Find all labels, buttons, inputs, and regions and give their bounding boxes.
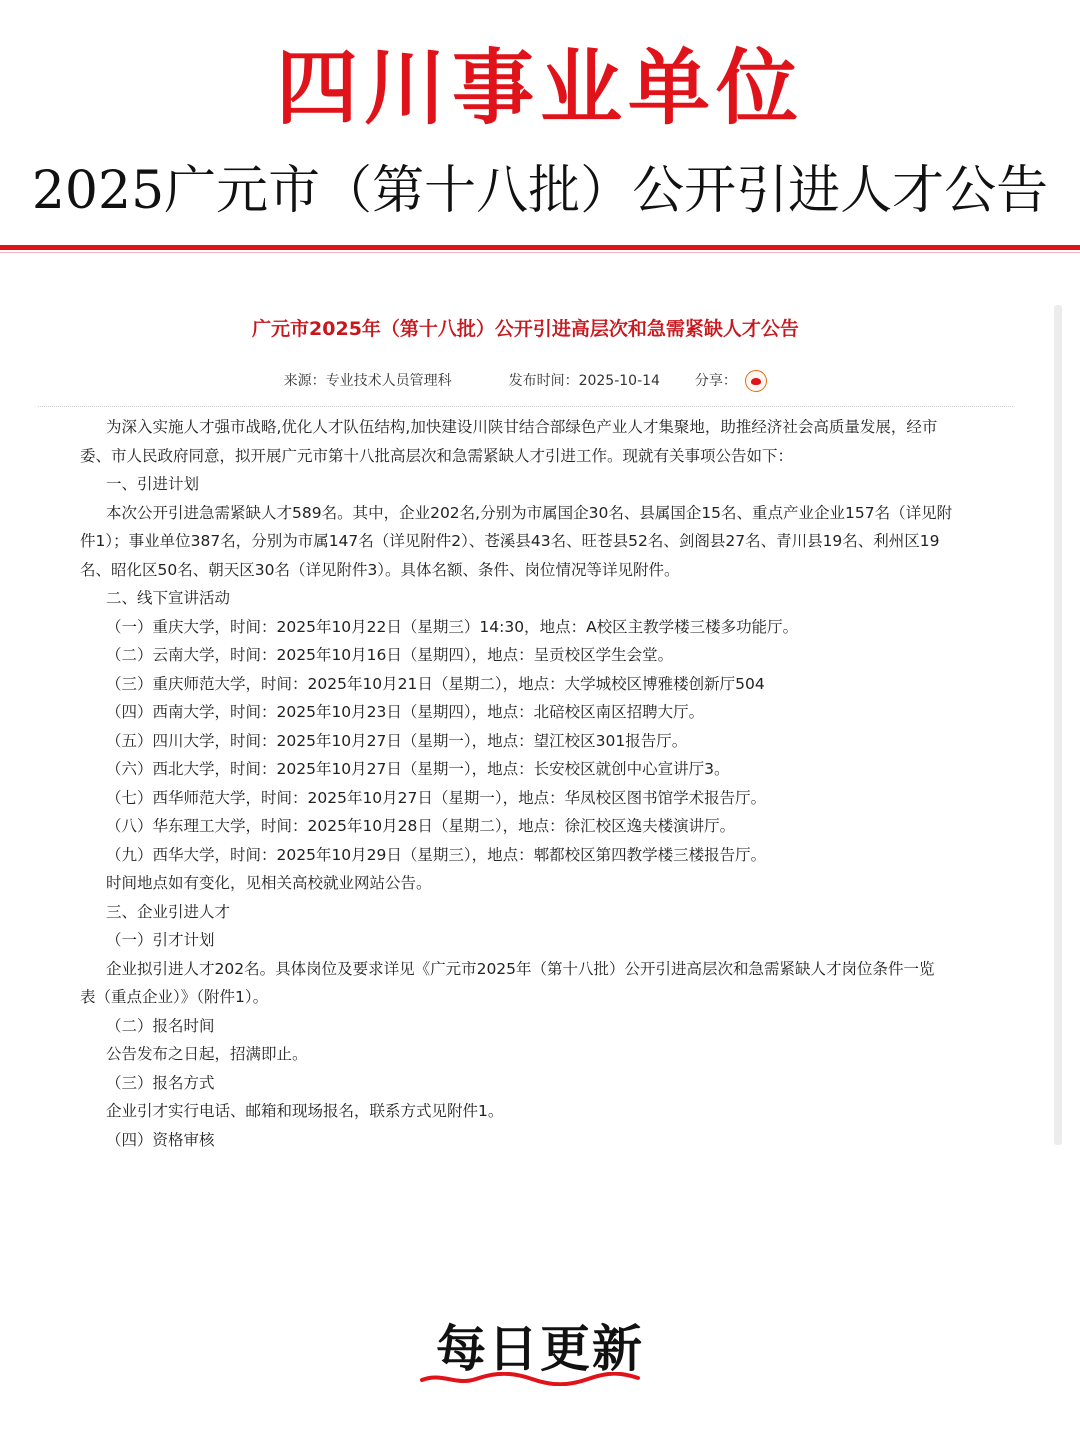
section-heading: 二、线下宣讲活动 <box>106 589 231 607</box>
event-item: （四）西南大学，时间：2025年10月23日（星期四），地点：北碚校区南区招聘大厅。 <box>106 703 705 721</box>
banner-subtitle: 2025广元市（第十八批）公开引进人才公告 <box>31 161 1049 221</box>
subsection-heading: （二）报名时间 <box>106 1016 215 1035</box>
event-item: （二）云南大学，时间：2025年10月16日（星期四），地点：呈贡校区学生会堂。 <box>106 646 674 664</box>
intro-paragraph-line: 为深入实施人才强市战略,优化人才队伍结构,加快建设川陕甘结合部绿色产业人才集聚地，助推经济社会高质量发展，经市 <box>106 418 938 436</box>
announcement-document <box>38 300 1013 1154</box>
event-item: （七）西华师范大学，时间：2025年10月27日（星期一），地点：华凤校区图书馆学术报告厅。 <box>106 788 767 807</box>
section-paragraph-line: 名、昭化区50名、朝天区30名（详见附件3）。具体名额、条件、岗位情况等详见附件。 <box>80 560 680 579</box>
subsection-heading: （三）报名方式 <box>106 1073 215 1092</box>
banner-title: 四川事业单位 <box>275 40 804 136</box>
banner-divider <box>0 245 1080 250</box>
event-item: （三）重庆师范大学，时间：2025年10月21日（星期二），地点：大学城校区博雅楼创新厅504 <box>106 674 765 693</box>
section-paragraph-line: 表（重点企业）》（附件1）。 <box>80 988 269 1006</box>
subsection-heading: （四）资格审核 <box>106 1130 215 1149</box>
intro-paragraph-line: 委、市人民政府同意，拟开展广元市第十八批高层次和急需紧缺人才引进工作。现就有关事项公告如下： <box>80 446 794 465</box>
share-label: 分享： <box>694 373 737 389</box>
article-meta <box>38 366 1013 396</box>
article-title: 广元市2025年（第十八批）公开引进高层次和急需紧缺人才公告 <box>252 318 799 340</box>
meta-divider <box>38 406 1013 407</box>
banner-divider-shadow <box>0 252 1080 253</box>
section-heading: 一、引进计划 <box>106 475 200 493</box>
event-item: （九）西华大学，时间：2025年10月29日（星期三），地点：郫都校区第四教学楼三楼报告厅。 <box>106 845 767 864</box>
article-body <box>38 413 1013 1154</box>
events-note: 时间地点如有变化，见相关高校就业网站公告。 <box>106 874 432 892</box>
weibo-icon[interactable] <box>745 370 767 392</box>
subsection-heading: （一）引才计划 <box>106 931 215 949</box>
event-item: （八）华东理工大学，时间：2025年10月28日（星期二），地点：徐汇校区逸夫楼演讲厅。 <box>106 817 736 835</box>
section-paragraph-line: 本次公开引进急需紧缺人才589名。其中，企业202名,分别为市属国企30名、县属国企15名、重点产业企业157名（详见附 <box>106 503 953 522</box>
section-paragraph-line: 件1）；事业单位387名，分别为市属147名（详见附件2）、苍溪县43名、旺苍县52名、剑阁县27名、青川县19名、利州区19 <box>80 532 940 550</box>
section-paragraph-line: 企业引才实行电话、邮箱和现场报名，联系方式见附件1。 <box>106 1102 504 1120</box>
article-source: 来源：专业技术人员管理科 <box>283 373 452 389</box>
section-paragraph-line: 企业拟引进人才202名。具体岗位及要求详见《广元市2025年（第十八批）公开引进高层次和急需紧缺人才岗位条件一览 <box>106 959 935 978</box>
article-publish-time: 发布时间：2025-10-14 <box>508 373 660 389</box>
wave-underline-icon <box>420 1372 640 1386</box>
section-heading: 三、企业引进人才 <box>106 902 231 921</box>
event-item: （六）西北大学，时间：2025年10月27日（星期一），地点：长安校区就创中心宣讲厅3。 <box>106 760 730 778</box>
footer-daily-update: 每日更新 <box>436 1319 644 1378</box>
event-item: （一）重庆大学，时间：2025年10月22日（星期三）14:30，地点：A校区主教学楼三楼多功能厅。 <box>106 617 799 636</box>
event-item: （五）四川大学，时间：2025年10月27日（星期一），地点：望江校区301报告厅。 <box>106 731 688 750</box>
document-scrollbar[interactable] <box>1054 305 1062 1145</box>
section-paragraph-line: 公告发布之日起，招满即止。 <box>106 1045 308 1063</box>
